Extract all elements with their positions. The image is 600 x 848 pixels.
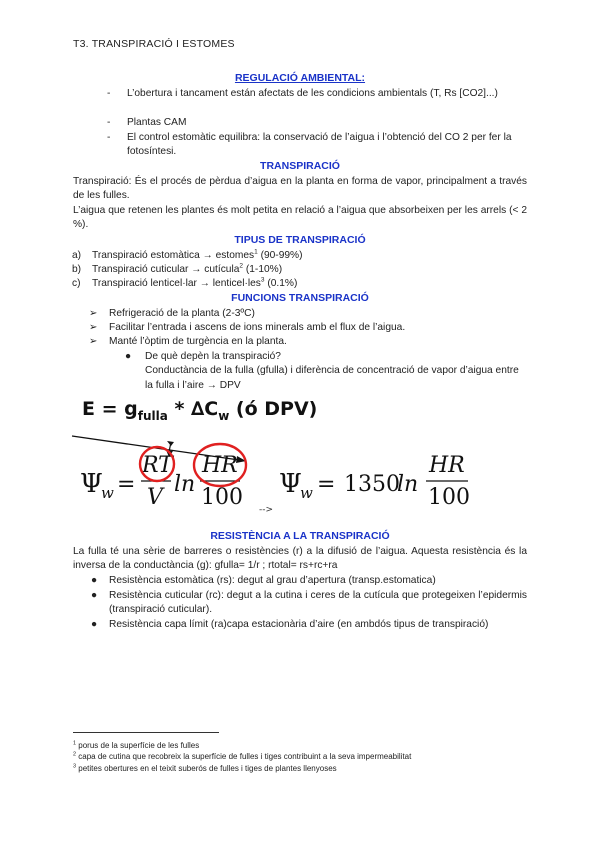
coefficient: 1350: [344, 472, 400, 497]
transpiration-equation: [82, 398, 317, 423]
footnote-separator: [73, 732, 219, 733]
paragraph-definition: Transpiració: És el procés de pèrdua d’aigua en la planta en forma de vapor, principalment a través de les fulles.: [73, 176, 527, 202]
arrow-bullet-icon: ➢: [89, 336, 98, 347]
psi-subscript: w: [300, 484, 313, 502]
list-item: [91, 589, 527, 618]
equation-mid: * ∆C: [167, 398, 219, 420]
list-item: [72, 248, 522, 263]
footnote-text: porus de la superfície de les fulles: [76, 741, 200, 750]
psi-symbol: Ψ: [279, 469, 302, 499]
list-item: [89, 335, 529, 349]
denominator-v: V: [147, 485, 163, 510]
arrow-bullet-icon: ➢: [89, 308, 98, 319]
list-item-text: L’obertura i tancament están afectats de les condicions ambientals (T, Rs [CO2]...): [127, 88, 498, 99]
equation-g-subscript: fulla: [137, 408, 168, 423]
list-marker: -: [107, 117, 111, 128]
footnote: [73, 764, 337, 774]
equals-sign: =: [117, 472, 136, 497]
sub-list-item: [125, 350, 525, 393]
paragraph-resistance: La fulla té una sèrie de barreres o resistències (r) a la difusió de l’aigua. Aquesta resistència és la inversa de la conductància (g): gfulla= 1/r ; rtotal= rs+rc+ra: [73, 546, 527, 572]
heading-regulacio-ambiental: REGULACIÓ AMBIENTAL:: [234, 72, 366, 84]
list-item: [89, 307, 529, 321]
list-item-text: Transpiració cuticular → cutícula: [92, 264, 240, 275]
list-marker: b): [72, 264, 82, 275]
list-item: [107, 87, 527, 101]
list-marker: -: [107, 88, 111, 99]
annotation-tick-icon: [167, 441, 174, 446]
psi-symbol: Ψ: [80, 469, 103, 499]
footnote: [73, 741, 199, 751]
document-header: T3. TRANSPIRACIÓ I ESTOMES: [73, 38, 235, 50]
bullet-icon: ●: [125, 351, 132, 362]
list-item: [72, 262, 522, 277]
list-item: [91, 574, 527, 588]
list-item-text: Manté l’òptim de turgència en la planta.: [109, 336, 287, 347]
heading-funcions: FUNCIONS TRANSPIRACIÓ: [231, 292, 369, 304]
ln-operator: ln: [397, 472, 419, 497]
list-item-text: Facilitar l’entrada i ascens de ions minerals amb el flux de l’aigua.: [109, 322, 406, 333]
list-item: [107, 116, 527, 130]
equation-c-subscript: w: [218, 408, 230, 423]
list-item-text: El control estomàtic equilibra: la conservació de l’aigua i l’obtenció del CO 2 per fer la fotosíntesi.: [127, 132, 512, 158]
list-item-text: Transpiració estomàtica → estomes: [92, 250, 255, 261]
footnote-number: 3: [73, 763, 77, 770]
numerator-hr: HR: [202, 453, 238, 478]
sub-question: De què depèn la transpiració?: [145, 351, 281, 362]
footnote: [73, 752, 411, 762]
bullet-icon: ●: [91, 575, 98, 586]
equation-rhs: (ó DPV): [229, 398, 318, 420]
equation-lhs: E = g: [82, 398, 138, 420]
equals-sign: =: [317, 472, 336, 497]
numerator-rt: RT: [142, 453, 173, 478]
list-item-text: Resistència estomàtica (rs): degut al grau d’apertura (transp.estomatica): [109, 575, 436, 586]
denominator-100: 100: [428, 485, 470, 510]
list-item: [107, 131, 527, 160]
footnote-number: 2: [73, 751, 77, 758]
denominator-100: 100: [201, 485, 243, 510]
psi-subscript: w: [101, 484, 114, 502]
list-item: [72, 276, 522, 291]
sub-answer: Conductància de la fulla (gfulla) i diferència de concentració de vapor d’aigua entre la fulla i l’aire → DPV: [145, 365, 519, 391]
list-marker: c): [72, 278, 81, 289]
list-item-text: Resistència capa límit (ra)capa estacionària d’aire (en ambdós tipus de transpiració): [109, 619, 489, 630]
list-item-percent: (1-10%): [243, 264, 283, 275]
paragraph-water-retention: L’aigua que retenen les plantes és molt petita en relació a l’aigua que absorbeixen per les arrels (< 2 %).: [73, 205, 527, 231]
list-marker: -: [107, 132, 111, 143]
list-item-text: Plantas CAM: [127, 117, 187, 128]
ln-operator: ln: [174, 472, 196, 497]
heading-transpiracio: TRANSPIRACIÓ: [260, 160, 340, 172]
arrow-bullet-icon: ➢: [89, 322, 98, 333]
numerator-hr: HR: [429, 453, 465, 478]
list-item-text: Refrigeració de la planta (2-3ºC): [109, 308, 255, 319]
list-item-percent: (90-99%): [257, 250, 303, 261]
list-marker: a): [72, 250, 82, 261]
heading-tipus: TIPUS DE TRANSPIRACIÓ: [234, 234, 366, 246]
arrow-text: -->: [259, 505, 274, 515]
list-item-text: Resistència cuticular (rc): degut a la cutina i ceres de la cutícula que protegeixen l’epidermis (transpiració cuticular).: [109, 590, 527, 616]
list-item: [89, 321, 529, 335]
bullet-icon: ●: [91, 619, 98, 630]
footnote-number: 1: [73, 740, 77, 747]
list-item: [91, 618, 527, 632]
list-item-text: Transpiració lenticel·lar → lenticel·les: [92, 278, 261, 289]
footnote-ref: 2: [239, 262, 244, 270]
footnote-text: capa de cutina que recobreix la superfície de fulles i tiges contribuint a la seva impermeabilitat: [76, 752, 412, 761]
water-potential-formula: [70, 428, 530, 518]
heading-resistencia: RESISTÈNCIA A LA TRANSPIRACIÓ: [210, 530, 390, 542]
bullet-icon: ●: [91, 590, 98, 601]
footnote-text: petites obertures en el teixit suberós de fulles i tiges de plantes llenyoses: [76, 764, 337, 773]
footnote-ref: 1: [254, 248, 258, 256]
list-item-percent: (0.1%): [264, 278, 298, 289]
footnote-ref: 3: [260, 276, 265, 284]
